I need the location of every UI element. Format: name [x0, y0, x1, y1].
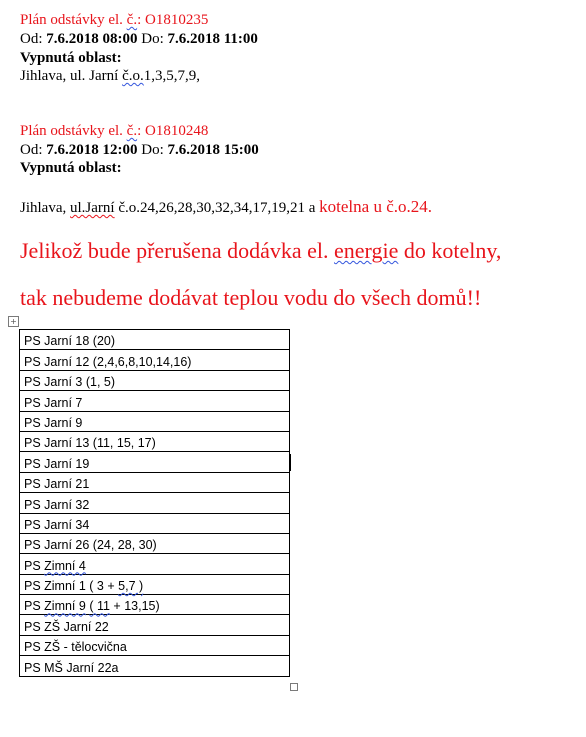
table-row	[20, 574, 290, 594]
table-cell[interactable]: PS Zimní 1 ( 3 + 5,7 )	[20, 574, 290, 594]
table-row	[20, 391, 290, 411]
table-cell[interactable]: PS Jarní 3 (1, 5)	[20, 370, 290, 390]
table-cell[interactable]: PS Jarní 34	[20, 513, 290, 533]
plan-1-title-sep: :	[137, 12, 145, 28]
plan-1-area-abbrev: č.o.	[122, 68, 144, 84]
table-row	[20, 595, 290, 615]
notice-line-1-word: energie	[334, 238, 399, 263]
plan-1-area-label: Vypnutá oblast:	[20, 50, 122, 66]
table-row	[20, 411, 290, 431]
plan-2-area-label: Vypnutá oblast:	[20, 160, 122, 176]
plan-2-area-numbers: č.o.24,26,28,30,32,34,17,19,21 a	[114, 200, 320, 216]
plan-2-area-boiler: kotelna u č.o.24.	[319, 197, 432, 216]
plan-2-time	[20, 142, 259, 159]
notice-line-1-a: Jelikož bude přerušena dodávka el.	[20, 238, 334, 263]
move-icon[interactable]: +	[8, 316, 19, 327]
table-cell[interactable]: PS Jarní 21	[20, 472, 290, 492]
table-cell[interactable]: PS Jarní 12 (2,4,6,8,10,14,16)	[20, 350, 290, 370]
plan-1-area	[20, 68, 200, 85]
table-row	[20, 472, 290, 492]
plan-1-do-label: Do:	[137, 31, 168, 47]
plan-1-od-value: 7.6.2018 08:00	[46, 31, 138, 47]
table-cell[interactable]: PS Jarní 26 (24, 28, 30)	[20, 533, 290, 553]
table-cell[interactable]: PS ZŠ - tělocvična	[20, 635, 290, 655]
plan-2-number: O1810248	[145, 123, 209, 139]
table-row	[20, 330, 290, 350]
notice-line-1	[20, 238, 501, 264]
table-cell[interactable]: PS Jarní 19	[20, 452, 290, 472]
plan-2-title-abbrev: č.	[126, 123, 138, 139]
table-row	[20, 656, 290, 676]
resize-icon[interactable]	[290, 683, 298, 691]
table-cell[interactable]: PS MŠ Jarní 22a	[20, 656, 290, 676]
plan-1-title-abbrev: č.	[126, 12, 138, 28]
plan-2-title-prefix: Plán odstávky el.	[20, 123, 127, 139]
plan-1-number: O1810235	[145, 12, 209, 28]
plan-1-title-prefix: Plán odstávky el.	[20, 12, 127, 28]
plan-2-area	[20, 198, 432, 217]
notice-line-1-b: do kotelny,	[398, 238, 502, 263]
table-cell[interactable]: PS Zimní 4	[20, 554, 290, 574]
plan-2-do-value: 7.6.2018 15:00	[167, 142, 259, 158]
table-row	[20, 452, 290, 472]
plan-1-time	[20, 31, 258, 48]
plan-2-title-sep: :	[137, 123, 145, 139]
table-cell[interactable]: PS Jarní 32	[20, 493, 290, 513]
table-row	[20, 350, 290, 370]
plan-1-do-value: 7.6.2018 11:00	[167, 31, 258, 47]
plan-2-title	[20, 123, 208, 140]
table-row	[20, 615, 290, 635]
plan-1-area-numbers: 1,3,5,7,9,	[143, 68, 200, 84]
plan-1-od-label: Od:	[20, 31, 47, 47]
table-cell[interactable]: PS Jarní 18 (20)	[20, 330, 290, 350]
plan-1-area-prefix: Jihlava, ul. Jarní	[20, 68, 123, 84]
substation-table	[19, 329, 290, 677]
plan-1-title	[20, 12, 208, 29]
plan-2-area-street: ul.Jarní	[70, 200, 115, 216]
table-row	[20, 431, 290, 451]
table-row	[20, 370, 290, 390]
plan-2-od-label: Od:	[20, 142, 47, 158]
plan-2-od-value: 7.6.2018 12:00	[46, 142, 138, 158]
table-row	[20, 513, 290, 533]
text-cursor	[290, 454, 291, 471]
plan-2-do-label: Do:	[137, 142, 168, 158]
table-row	[20, 493, 290, 513]
table-cell[interactable]: PS Jarní 9	[20, 411, 290, 431]
table-row	[20, 533, 290, 553]
table-row	[20, 635, 290, 655]
notice-line-2: tak nebudeme dodávat teplou vodu do všech domů!!	[20, 285, 482, 310]
table-cell[interactable]: PS Jarní 13 (11, 15, 17)	[20, 431, 290, 451]
table-cell[interactable]: PS ZŠ Jarní 22	[20, 615, 290, 635]
plan-2-area-prefix: Jihlava,	[20, 200, 70, 216]
table-cell[interactable]: PS Zimní 9 ( 11 + 13,15)	[20, 595, 290, 615]
table-cell[interactable]: PS Jarní 7	[20, 391, 290, 411]
table-row	[20, 554, 290, 574]
